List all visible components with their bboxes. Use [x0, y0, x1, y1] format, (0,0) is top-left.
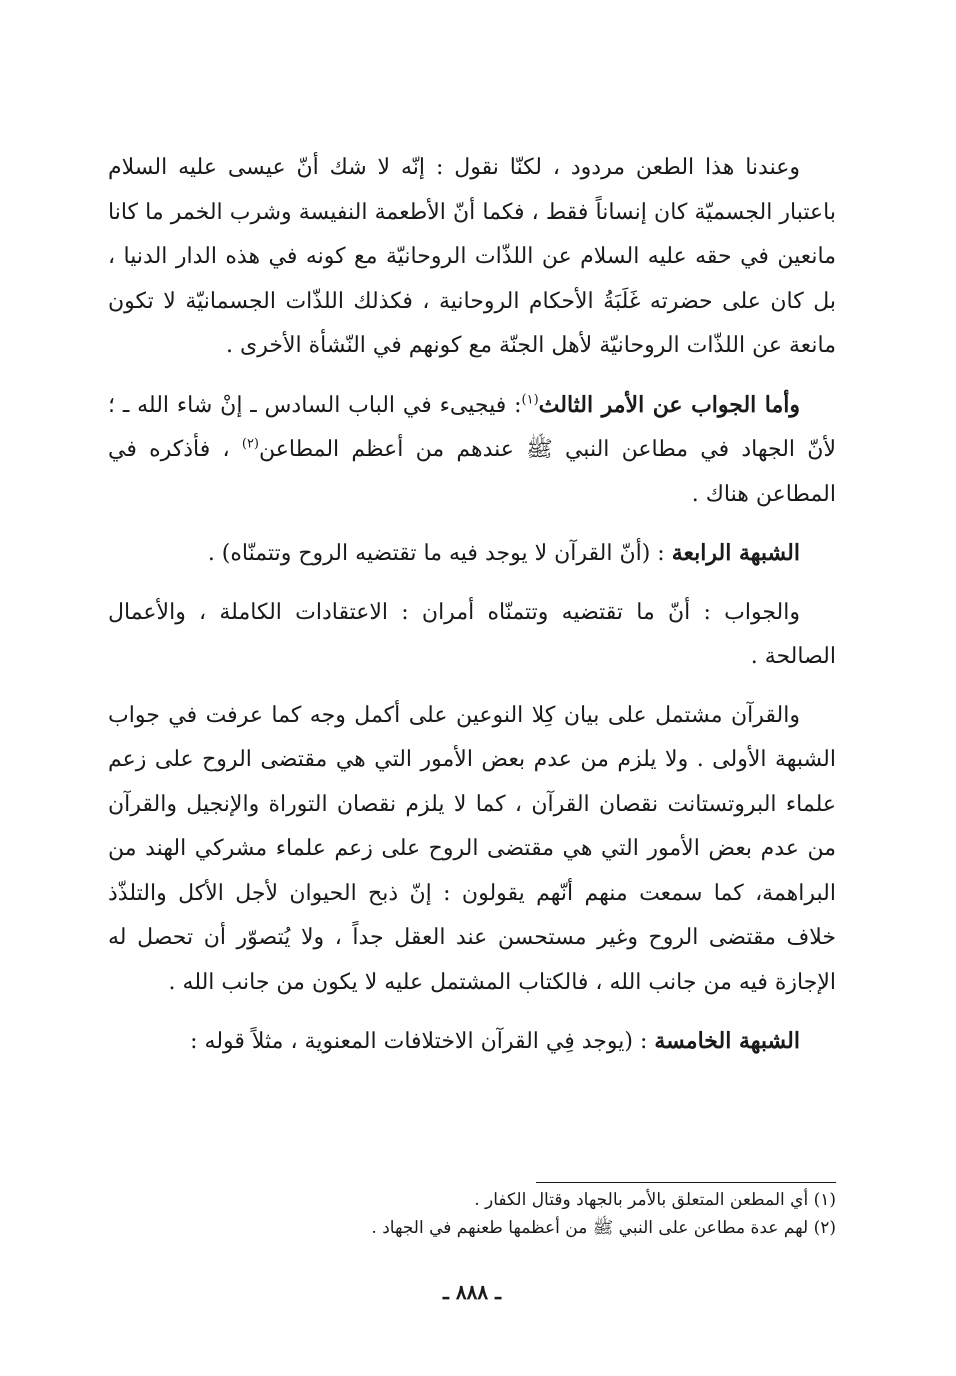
- fifth-doubt-text: : (يوجد فِي القرآن الاختلافات المعنوية ، مثلاً قوله :: [190, 1029, 648, 1054]
- footnotes: [108, 1186, 836, 1242]
- paragraph-reply-objection: وعندنا هذا الطعن مردود ، لكنّا نقول : إنّه لا شك أنّ عيسى عليه السلام باعتبار الجسميّة كان إنساناً فقط ، فكما أنّ الأطعمة النفيسة وشرب الخمر ما كانا مانعين في حقه عليه السلام عن اللذّات الروحانيّة مع كونه في هذه الدار الدنيا ، بل كان على حضرته غَلَبَةُ الأحكام الروحانية ، فكذلك اللذّات الجسمانيّة لا تكون مانعة عن اللذّات الروحانيّة لأهل الجنّة مع كونهم في النّشأة الأخرى .: [108, 155, 836, 358]
- footnote-2: (٢) لهم عدة مطاعن على النبي ﷺ من أعظمها طعنهم في الجهاد .: [371, 1218, 836, 1238]
- answer-third-heading: وأما الجواب عن الأمر الثالث: [538, 391, 800, 418]
- main-text: [108, 146, 836, 1065]
- paragraph-fourth-doubt: [108, 531, 836, 577]
- paragraph-answer-third: [108, 383, 836, 518]
- book-page: [108, 146, 836, 1316]
- paragraph-answer-fourth: والجواب : أنّ ما تقتضيه وتتمنّاه أمران : الاعتقادات الكاملة ، والأعمال الصالحة .: [108, 599, 836, 669]
- paragraph-fifth-doubt: [108, 1019, 836, 1065]
- fourth-doubt-text: : (أنّ القرآن لا يوجد فيه ما تقتضيه الروح وتتمنّاه) .: [207, 541, 665, 566]
- footnote-divider: [536, 1182, 836, 1183]
- fourth-doubt-label: الشبهة الرابعة: [671, 540, 800, 566]
- footnote-ref-2: (٢): [241, 436, 259, 452]
- fifth-doubt-label: الشبهة الخامسة: [654, 1028, 800, 1054]
- page-number: ـ ٨٨٨ ـ: [443, 1280, 501, 1304]
- answer-third-text-a: : فيجيىء في الباب السادس ـ إنْ شاء الله ـ ؛ لأنّ الجهاد في مطاعن النبي ﷺ عندهم من أعظم المطاعن: [108, 392, 836, 462]
- footnote-1: (١) أي المطعن المتعلق بالأمر بالجهاد وقتال الكفار .: [474, 1190, 836, 1210]
- footnote-ref-1: (١): [521, 392, 539, 408]
- paragraph-quran-explanation: والقرآن مشتمل على بيان كِلا النوعين على أكمل وجه كما عرفت في جواب الشبهة الأولى . ولا يلزم من عدم بعض الأمور التي هي مقتضى الروح على زعم علماء البروتستانت نقصان القرآن ، كما لا يلزم نقصان التوراة والإنجيل والقرآن من عدم بعض الأمور التي هي مقتضى الروح على زعم علماء مشركي الهند من البراهمة، كما سمعت منهم أنّهم يقولون : إنّ ذبح الحيوان لأجل الأكل والتلذّذ خلاف مقتضى الروح وغير مستحسن عند العقل جداً ، ولا يُتصوّر أن تحصل له الإجازة فيه من جانب الله ، فالكتاب المشتمل عليه لا يكون من جانب الله .: [108, 702, 836, 995]
- answer-third-text-b: ، فأذكره في المطاعن هناك .: [108, 437, 836, 507]
